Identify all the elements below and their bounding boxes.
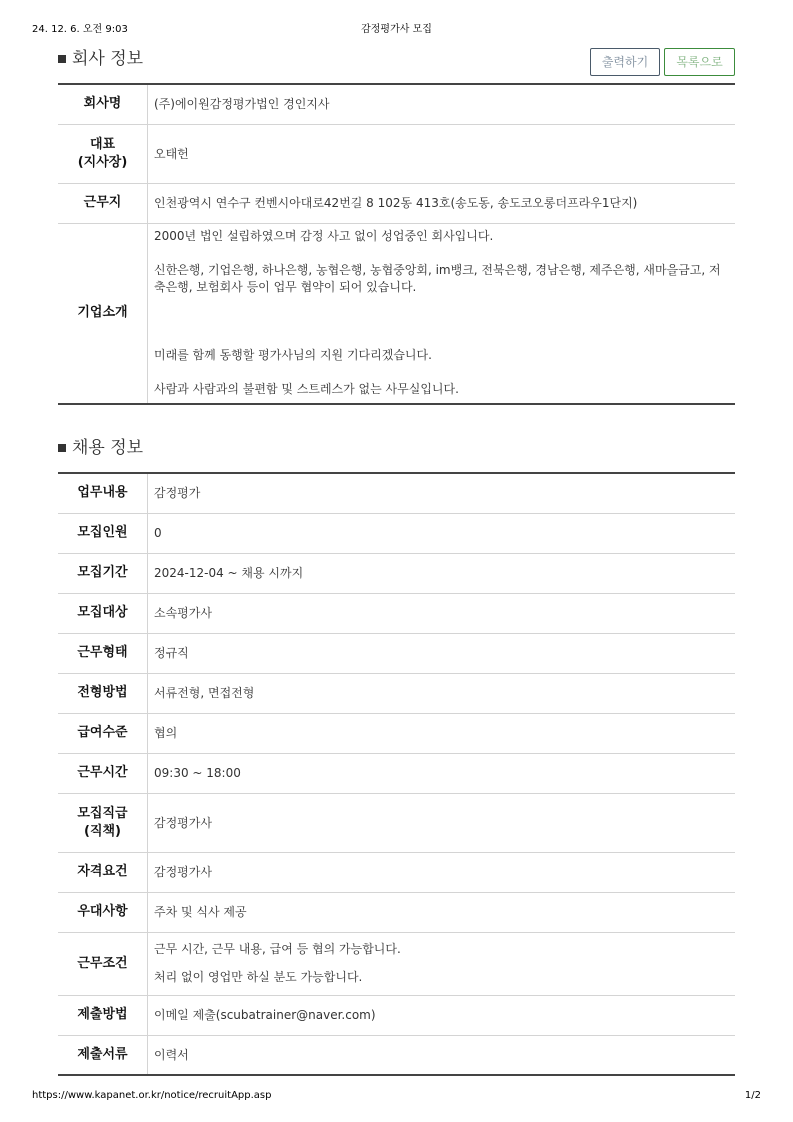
row-value: 이메일 제출(scubatrainer@naver.com) bbox=[148, 995, 736, 1035]
recruit-section-title-text: 채용 정보 bbox=[72, 438, 144, 458]
table-row bbox=[58, 892, 735, 932]
row-label: 급여수준 bbox=[58, 713, 148, 753]
square-bullet-icon bbox=[58, 55, 66, 63]
company-name: (주)에이원감정평가법인 경인지사 bbox=[148, 84, 736, 124]
recruit-info-table-wrap bbox=[58, 472, 735, 1076]
row-label-line: 모집직급 bbox=[77, 805, 128, 821]
representative-name: 오태헌 bbox=[148, 124, 736, 183]
intro-paragraph: 미래를 함께 동행할 평가사님의 지원 기다리겠습니다. bbox=[154, 348, 432, 363]
table-row bbox=[58, 593, 735, 633]
table-row bbox=[58, 553, 735, 593]
row-value: 소속평가사 bbox=[148, 593, 736, 633]
page-url: https://www.kapanet.or.kr/notice/recruitApp.asp bbox=[32, 1090, 272, 1101]
print-button[interactable]: 출력하기 bbox=[590, 48, 660, 76]
row-label bbox=[58, 124, 148, 183]
print-header bbox=[32, 20, 761, 36]
row-label bbox=[58, 793, 148, 852]
table-row bbox=[58, 753, 735, 793]
table-row bbox=[58, 995, 735, 1035]
row-value: 0 bbox=[148, 513, 736, 553]
table-row bbox=[58, 223, 735, 404]
table-row bbox=[58, 793, 735, 852]
table-row bbox=[58, 513, 735, 553]
row-label: 근무시간 bbox=[58, 753, 148, 793]
company-section-title-text: 회사 정보 bbox=[72, 49, 144, 69]
row-label: 제출방법 bbox=[58, 995, 148, 1035]
intro-paragraph: 사람과 사람과의 불편함 및 스트레스가 없는 사무실입니다. bbox=[154, 382, 459, 397]
table-row bbox=[58, 124, 735, 183]
row-value: 이력서 bbox=[148, 1035, 736, 1075]
row-label: 모집인원 bbox=[58, 513, 148, 553]
company-info-table-wrap bbox=[58, 83, 735, 405]
row-label: 업무내용 bbox=[58, 473, 148, 513]
row-value-line: 근무 시간, 근무 내용, 급여 등 협의 가능합니다. bbox=[154, 942, 401, 956]
row-label-line: (지사장) bbox=[77, 154, 128, 170]
row-label: 모집기간 bbox=[58, 553, 148, 593]
table-row bbox=[58, 183, 735, 223]
table-row bbox=[58, 633, 735, 673]
row-value: 주차 및 식사 제공 bbox=[148, 892, 736, 932]
row-label: 근무지 bbox=[58, 183, 148, 223]
table-row bbox=[58, 473, 735, 513]
table-row bbox=[58, 84, 735, 124]
print-footer bbox=[32, 1090, 761, 1106]
row-label: 기업소개 bbox=[58, 223, 148, 404]
table-row bbox=[58, 713, 735, 753]
row-label: 근무형태 bbox=[58, 633, 148, 673]
print-doc-title: 감정평가사 모집 bbox=[361, 24, 432, 35]
recruit-section-title bbox=[58, 436, 735, 460]
row-label: 근무조건 bbox=[58, 932, 148, 995]
table-row bbox=[58, 673, 735, 713]
row-value: 감정평가 bbox=[148, 473, 736, 513]
table-row bbox=[58, 852, 735, 892]
row-value: 협의 bbox=[148, 713, 736, 753]
row-value: 정규직 bbox=[148, 633, 736, 673]
table-row bbox=[58, 1035, 735, 1075]
work-location: 인천광역시 연수구 컨벤시아대로42번길 8 102동 413호(송도동, 송도코오롱더프라우1단지) bbox=[148, 183, 736, 223]
company-info-table bbox=[58, 83, 735, 405]
row-label: 자격요건 bbox=[58, 852, 148, 892]
table-row bbox=[58, 932, 735, 995]
row-label: 모집대상 bbox=[58, 593, 148, 633]
recruit-info-table bbox=[58, 472, 735, 1076]
row-value: 09:30 ~ 18:00 bbox=[148, 753, 736, 793]
row-label-line: 대표 bbox=[89, 136, 116, 152]
row-label: 전형방법 bbox=[58, 673, 148, 713]
row-value: 감정평가사 bbox=[148, 852, 736, 892]
row-label: 제출서류 bbox=[58, 1035, 148, 1075]
back-to-list-button[interactable]: 목록으로 bbox=[664, 48, 735, 76]
intro-paragraph: 신한은행, 기업은행, 하나은행, 농협은행, 농협중앙회, im뱅크, 전북은행, 경남은행, 제주은행, 새마을금고, 저축은행, 보험회사 등이 업무 협약이 되어 있습니다. bbox=[154, 263, 721, 295]
company-intro bbox=[148, 223, 736, 404]
row-label-line: (직책) bbox=[84, 823, 121, 839]
row-value bbox=[148, 932, 736, 995]
row-value-line: 처리 없이 영업만 하실 분도 가능합니다. bbox=[154, 970, 363, 984]
row-value: 2024-12-04 ~ 채용 시까지 bbox=[148, 553, 736, 593]
action-buttons bbox=[590, 48, 735, 76]
row-value: 감정평가사 bbox=[148, 793, 736, 852]
row-label: 회사명 bbox=[58, 84, 148, 124]
page-number: 1/2 bbox=[744, 1090, 761, 1101]
square-bullet-icon bbox=[58, 444, 66, 452]
row-label: 우대사항 bbox=[58, 892, 148, 932]
intro-paragraph: 2000년 법인 설립하였으며 감정 사고 없이 성업중인 회사입니다. bbox=[154, 229, 494, 244]
row-value: 서류전형, 면접전형 bbox=[148, 673, 736, 713]
print-date: 24. 12. 6. 오전 9:03 bbox=[32, 24, 128, 35]
